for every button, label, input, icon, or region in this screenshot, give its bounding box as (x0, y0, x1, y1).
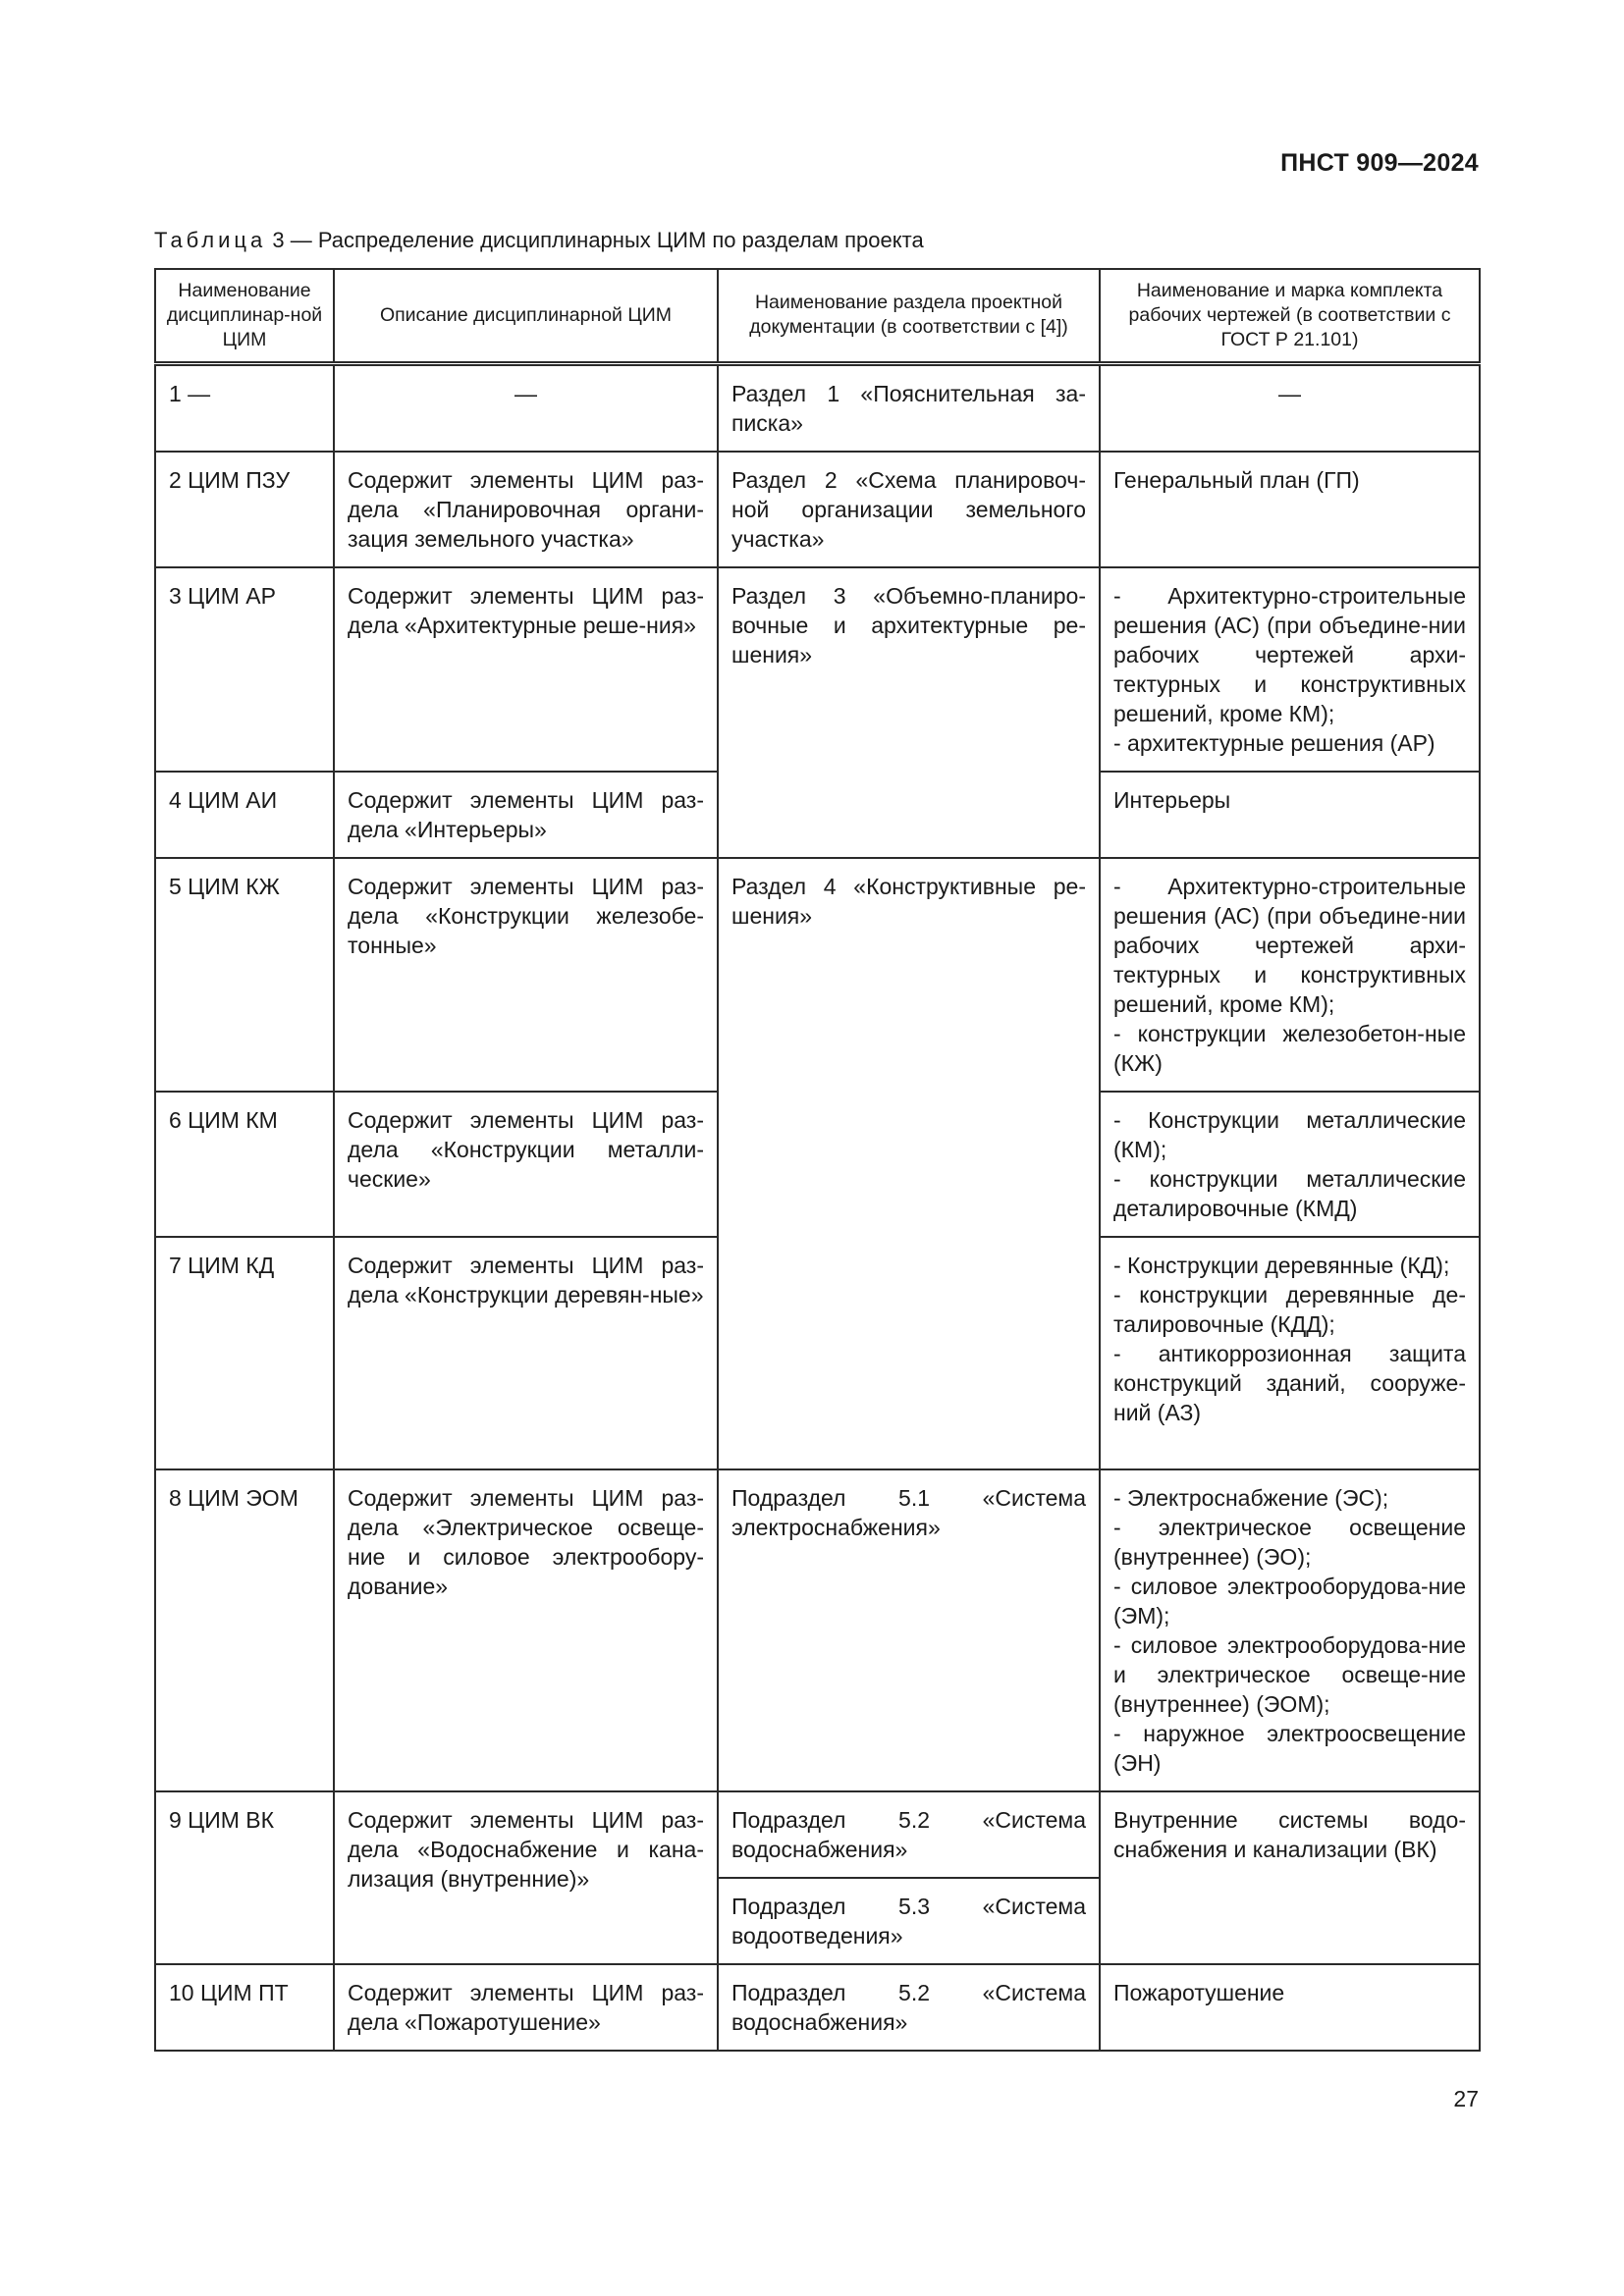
document-code: ПНСТ 909—2024 (1280, 149, 1479, 177)
cell-name: 10 ЦИМ ПТ (155, 1964, 334, 2051)
cell-section: Раздел 2 «Схема планировоч-ной организации земельного участка» (718, 452, 1100, 567)
cell-section: Раздел 4 «Конструктивные ре-шения» (718, 858, 1100, 1469)
table-row (155, 1964, 1480, 2051)
cell-name: 4 ЦИМ АИ (155, 772, 334, 858)
cell-name: 5 ЦИМ КЖ (155, 858, 334, 1092)
cell-section: Раздел 1 «Пояснительная за-писка» (718, 363, 1100, 452)
cell-description: Содержит элементы ЦИМ раз-дела «Водоснабжение и кана-лизация (внутренние)» (334, 1791, 718, 1964)
column-header: Наименование дисциплинар-ной ЦИМ (155, 269, 334, 363)
cell-name: 1 — (155, 363, 334, 452)
cell-drawings: Интерьеры (1100, 772, 1480, 858)
page-number: 27 (1453, 2086, 1479, 2111)
table-row (155, 858, 1480, 1092)
cell-description: — (334, 363, 718, 452)
cell-drawings: - Электроснабжение (ЭС); - электрическое освещение (внутреннее) (ЭО); - силовое электрооборудова-ние (ЭМ); - силовое электрооборудова-ние и электрическое освеще-ние (внутреннее) (ЭОМ); - наружное электроосвещение (ЭН) (1100, 1469, 1480, 1791)
cell-name: 7 ЦИМ КД (155, 1237, 334, 1469)
column-header: Наименование и марка комплекта рабочих чертежей (в соответствии с ГОСТ Р 21.101) (1100, 269, 1480, 363)
cell-drawings: — (1100, 363, 1480, 452)
cell-description: Содержит элементы ЦИМ раз-дела «Интерьеры» (334, 772, 718, 858)
cell-description: Содержит элементы ЦИМ раз-дела «Планировочная органи-зация земельного участка» (334, 452, 718, 567)
cell-section: Подраздел 5.1 «Система электроснабжения» (718, 1469, 1100, 1791)
discipline-table (154, 268, 1481, 2052)
cell-description: Содержит элементы ЦИМ раз-дела «Конструкции металли-ческие» (334, 1092, 718, 1237)
cell-drawings: Генеральный план (ГП) (1100, 452, 1480, 567)
table-row (155, 452, 1480, 567)
cell-section: Подраздел 5.3 «Система водоотведения» (718, 1878, 1100, 1964)
cell-section: Раздел 3 «Объемно-планиро-вочные и архитектурные ре-шения» (718, 567, 1100, 858)
table-row (155, 567, 1480, 772)
table-caption-label: Таблица (154, 228, 267, 252)
table-header-row (155, 269, 1480, 363)
table-row (155, 363, 1480, 452)
column-header: Описание дисциплинарной ЦИМ (334, 269, 718, 363)
table-row (155, 1469, 1480, 1791)
cell-drawings: - Архитектурно-строительные решения (АС) (при объедине-нии рабочих чертежей архи-тектурных и конструктивных решений, кроме КМ); - конструкции железобетон-ные (КЖ) (1100, 858, 1480, 1092)
cell-name: 9 ЦИМ ВК (155, 1791, 334, 1964)
cell-section: Подраздел 5.2 «Система водоснабжения» (718, 1964, 1100, 2051)
cell-name: 2 ЦИМ ПЗУ (155, 452, 334, 567)
cell-name: 6 ЦИМ КМ (155, 1092, 334, 1237)
cell-drawings: - Конструкции деревянные (КД); - конструкции деревянные де-талировочные (КДД); - антикоррозионная защита конструкций зданий, сооруже-ний (АЗ) (1100, 1237, 1480, 1469)
cell-drawings: Пожаротушение (1100, 1964, 1480, 2051)
cell-description: Содержит элементы ЦИМ раз-дела «Электрическое освеще-ние и силовое электрообору-дование» (334, 1469, 718, 1791)
cell-section: Подраздел 5.2 «Система водоснабжения» (718, 1791, 1100, 1878)
table-caption-title: 3 — Распределение дисциплинарных ЦИМ по разделам проекта (266, 228, 924, 252)
column-header: Наименование раздела проектной документации (в соответствии с [4]) (718, 269, 1100, 363)
cell-name: 3 ЦИМ АР (155, 567, 334, 772)
cell-name: 8 ЦИМ ЭОМ (155, 1469, 334, 1791)
cell-drawings: - Конструкции металлические (КМ); - конструкции металлические деталировочные (КМД) (1100, 1092, 1480, 1237)
table-caption (154, 228, 924, 253)
cell-description: Содержит элементы ЦИМ раз-дела «Пожаротушение» (334, 1964, 718, 2051)
cell-description: Содержит элементы ЦИМ раз-дела «Конструкции железобе-тонные» (334, 858, 718, 1092)
cell-drawings: - Архитектурно-строительные решения (АС) (при объедине-нии рабочих чертежей архи-тектурных и конструктивных решений, кроме КМ); - архитектурные решения (АР) (1100, 567, 1480, 772)
cell-description: Содержит элементы ЦИМ раз-дела «Конструкции деревян-ные» (334, 1237, 718, 1469)
cell-drawings: Внутренние системы водо-снабжения и канализации (ВК) (1100, 1791, 1480, 1964)
table-row (155, 1791, 1480, 1878)
cell-description: Содержит элементы ЦИМ раз-дела «Архитектурные реше-ния» (334, 567, 718, 772)
